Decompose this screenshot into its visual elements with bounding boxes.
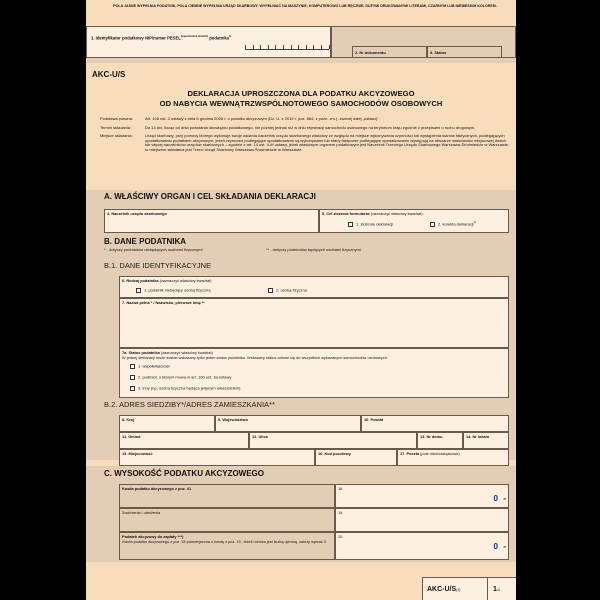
street-field[interactable]: [249, 432, 417, 449]
footer-divider: [487, 578, 488, 600]
section-b-note-2: ** - dotyczy podmiotów będących osobami fizycznymi: [266, 247, 361, 252]
footer-form-code: AKC-U/S: [427, 586, 457, 593]
tax-payable-field[interactable]: [335, 532, 509, 560]
form-code: AKC-U/S: [92, 70, 126, 79]
tax-office-label: 4. Naczelnik urzędu skarbowego: [107, 210, 167, 216]
country-field[interactable]: [119, 415, 215, 432]
status-option-1-label: 1. współwłaściciel: [138, 363, 170, 369]
post-office-note: (pole nieobowiązkowe): [420, 450, 460, 456]
taxpayer-status-field: [119, 348, 509, 398]
checkbox[interactable]: [268, 288, 273, 293]
tax-amount-field[interactable]: [335, 484, 509, 508]
postal-code-label: 16. Kod pocztowy: [318, 450, 351, 456]
status-option-3[interactable]: [130, 386, 241, 391]
footer-pages: /4: [496, 588, 500, 592]
country-label: 8. Kraj: [122, 416, 134, 422]
section-b-title: B. DANE PODATNIKA: [104, 237, 187, 246]
section-b1-title: B.1. DANE IDENTYFIKACYJNE: [104, 261, 212, 270]
tax-office-field[interactable]: [104, 209, 319, 233]
document-number-field: [352, 46, 427, 58]
checkbox[interactable]: [136, 288, 141, 293]
municipality-label: 11. Gmina: [122, 433, 141, 439]
title-line-1: DEKLARACJA UPROSZCZONA DLA PODATKU AKCYZOWEGO: [187, 89, 415, 98]
info-text: Art. 106 ust. 2 ustawy z dnia 6 grudnia 2008 r. o podatku akcyzowym (Dz. U. z 2019 r. poz. 864, z późn. zm.), zwanej dalej „ustawą”.: [145, 116, 380, 121]
taxpayer-status-text: W jednej deklaracji może zostać wskazany tylko jeden status podatnika. Wskazany status odnosi się do wszystkich wykazanych samochodów osobowych.: [122, 355, 388, 360]
voivodeship-label: 9. Województwo: [218, 416, 248, 422]
id-digit-tick: [298, 45, 299, 49]
apartment-number-field[interactable]: [463, 432, 509, 449]
purpose-option-2-sup: 2): [473, 221, 476, 225]
taxpayer-type-note: (zaznaczyć właściwy kwadrat): [159, 277, 212, 283]
info-row: [100, 117, 512, 122]
post-office-field[interactable]: [397, 449, 509, 466]
checkbox[interactable]: [130, 375, 135, 380]
id-digit-tick: [313, 45, 314, 49]
title-line-2: OD NABYCIA WEWNĄTRZWSPÓLNOTOWEGO SAMOCHODÓW OSOBOWYCH: [159, 99, 443, 108]
checkbox[interactable]: [130, 386, 135, 391]
id-digit-tick: [268, 45, 269, 49]
exemptions-label-cell: [119, 508, 335, 532]
checkbox[interactable]: [430, 222, 435, 227]
post-office-label: 17. Poczta: [400, 450, 420, 456]
county-label: 10. Powiat: [364, 416, 384, 422]
info-row: [100, 126, 512, 131]
id-digit-tick: [329, 45, 330, 49]
id-digit-tick: [275, 45, 276, 49]
voivodeship-field[interactable]: [215, 415, 361, 432]
exemptions-number: 19.: [338, 509, 344, 515]
taxpayer-id-tail-sup: 1): [229, 35, 232, 38]
currency-unit: zł: [503, 497, 506, 501]
taxpayer-status-note: (zaznaczyć właściwy kwadrat): [160, 349, 213, 355]
exemptions-label: Zwolnienia i obniżenia: [122, 509, 161, 515]
house-number-field[interactable]: [417, 432, 463, 449]
purpose-option-2-label: 2. korekta deklaracji: [438, 221, 474, 227]
purpose-note: (zaznaczyć właściwy kwadrat):: [370, 210, 424, 216]
document-number-label: 2. Nr dokumentu: [355, 50, 386, 55]
house-number-label: 13. Nr domu: [420, 433, 443, 439]
purpose-option-1[interactable]: [348, 222, 393, 227]
municipality-field[interactable]: [119, 432, 249, 449]
checkbox[interactable]: [130, 364, 135, 369]
tax-payable-label-cell: [119, 532, 335, 560]
section-a-title: A. WŁAŚCIWY ORGAN I CEL SKŁADANIA DEKLARACJI: [104, 192, 316, 201]
taxpayer-type-option-1[interactable]: [136, 288, 211, 293]
tax-payable-value: 0: [493, 542, 498, 551]
checkbox[interactable]: [348, 222, 353, 227]
legal-info: [100, 117, 512, 153]
apartment-number-label: 14. Nr lokalu: [466, 433, 490, 439]
status-option-2-label: 2. podmiot, o którym mowa w art. 100 ust. 3a ustawy: [138, 374, 232, 380]
declaration-form: [86, 0, 516, 600]
postal-code-field[interactable]: [315, 449, 397, 466]
full-name-field[interactable]: [119, 298, 509, 348]
id-digit-tick: [245, 45, 246, 49]
status-label: 3. Status: [430, 50, 447, 55]
tax-payable-label: Podatek akcyzowy do zapłaty ***): [122, 533, 184, 539]
status-option-1[interactable]: [130, 364, 170, 369]
id-digit-tick: [253, 45, 254, 49]
id-digit-tick: [321, 45, 322, 49]
info-key: Miejsce składania:: [100, 133, 133, 139]
instruction-banner: POLA JASNE WYPEŁNIA PODATNIK, POLA CIEMNE WYPEŁNIA URZĄD SKARBOWY. WYPEŁNIAĆ NA MASZYNIE, KOMPUTEROWO LUB RĘCZNIE, DUŻYMI DRUKOWANYMI LITERAMI, CZARNYM LUB NIEBIESKIM KOLOREM.: [113, 4, 497, 8]
taxpayer-status-label: 7a. Status podatnika: [122, 349, 160, 355]
section-c-title: C. WYSOKOŚĆ PODATKU AKCYZOWEGO: [104, 469, 264, 478]
taxpayer-id-tail: podatnika: [209, 35, 230, 41]
id-digit-tick: [306, 45, 307, 49]
status-option-3-label: 3. inny (np. osoba fizyczna będąca jedynym właścicielem): [138, 385, 241, 391]
street-label: 12. Ulica: [252, 433, 268, 439]
taxpayer-type-field: [119, 276, 509, 298]
info-row: [100, 134, 512, 152]
id-digit-tick: [291, 45, 292, 49]
city-label: 15. Miejscowość: [122, 450, 153, 456]
info-text: Urząd skarbowy, przy pomocy którego wykonuje swoje zadania naczelnik urzędu skarbowego właściwy ze względu na miejsce wykonywania czynności lub wystąpienia stanów faktycznych, podlegających opodatkowaniu podatkiem akcyzowym; jeżeli czynności podlegające opodatkowaniu są wykonywane lub stany faktyczne podlegające opodatkowaniu występują na obszarze właściwości miejscowej dwóch lub więcej naczelników urzędów skarbowych – zgodnie z art. 14 ust. 4-4f ustawy, jeżeli właściwym organem podatkowym jest Naczelnik Trzeciego Urzędu Skarbowego Warszawa-Śródmieście w Warszawie, to miejscem składania jest Trzeci Urząd Skarbowy Warszawa-Śródmieście w Warszawie.: [145, 133, 509, 152]
taxpayer-id-sup: (niepotrzebne skreślić): [180, 35, 209, 38]
section-b2-title: B.2. ADRES SIEDZIBY*/ADRES ZAMIESZKANIA**: [104, 400, 275, 409]
full-name-label: 7. Nazwa pełna * / Nazwisko, pierwsze imię **: [122, 299, 205, 305]
tax-amount-value: 0: [493, 494, 498, 503]
county-field[interactable]: [361, 415, 509, 432]
section-b-note-1: * - dotyczy podmiotów niebędących osobami fizycznymi: [104, 247, 203, 252]
info-key: Termin składania:: [100, 124, 132, 130]
taxpayer-type-option-2-label: 2. osoba fizyczna: [276, 287, 307, 293]
taxpayer-id-label: 1. Identyfikator podatkowy NIP/numer PESEL: [91, 35, 181, 41]
id-underline: [245, 49, 329, 50]
tax-amount-label-cell: [119, 484, 335, 508]
tax-payable-description: Kwota podatku akcyzowego z poz. 18 pomniejszona o kwotę z poz. 19. Jeżeli różnica jest liczbą ujemną, należy wpisać 0.: [122, 540, 327, 544]
tax-amount-number: 18.: [338, 485, 344, 491]
status-field: [427, 46, 502, 58]
taxpayer-type-option-1-label: 1. podatnik niebędący osobą fizyczną: [144, 287, 211, 293]
info-text: Do 14 dni, licząc od dnia powstania obowiązku podatkowego, nie później jednak niż w dniu rejestracji samochodu osobowego na terytorium kraju zgodnie z przepisami o ruchu drogowym.: [145, 124, 476, 130]
tax-payable-number: 20.: [338, 533, 344, 539]
purpose-option-1-label: 1. złożenie deklaracji: [356, 221, 394, 227]
id-digit-tick: [260, 45, 261, 49]
city-field[interactable]: [119, 449, 315, 466]
taxpayer-id-field[interactable]: [86, 26, 331, 58]
taxpayer-type-option-2[interactable]: [268, 288, 307, 293]
tax-amount-label: Kwota podatku akcyzowego z poz. 41: [122, 485, 192, 491]
footer-box: [422, 577, 516, 600]
purpose-label: 5. Cel złożenia formularza: [322, 210, 370, 216]
exemptions-field[interactable]: [335, 508, 509, 532]
status-option-2[interactable]: [130, 375, 231, 380]
purpose-field: [319, 209, 509, 233]
currency-unit: zł: [503, 545, 506, 549]
purpose-option-2[interactable]: [430, 222, 476, 227]
footer-page: 1: [493, 586, 497, 593]
id-digit-tick: [283, 45, 284, 49]
taxpayer-type-label: 6. Rodzaj podatnika: [122, 277, 159, 283]
info-key: Podstawa prawna:: [100, 116, 133, 121]
footer-version: (3): [456, 588, 461, 592]
